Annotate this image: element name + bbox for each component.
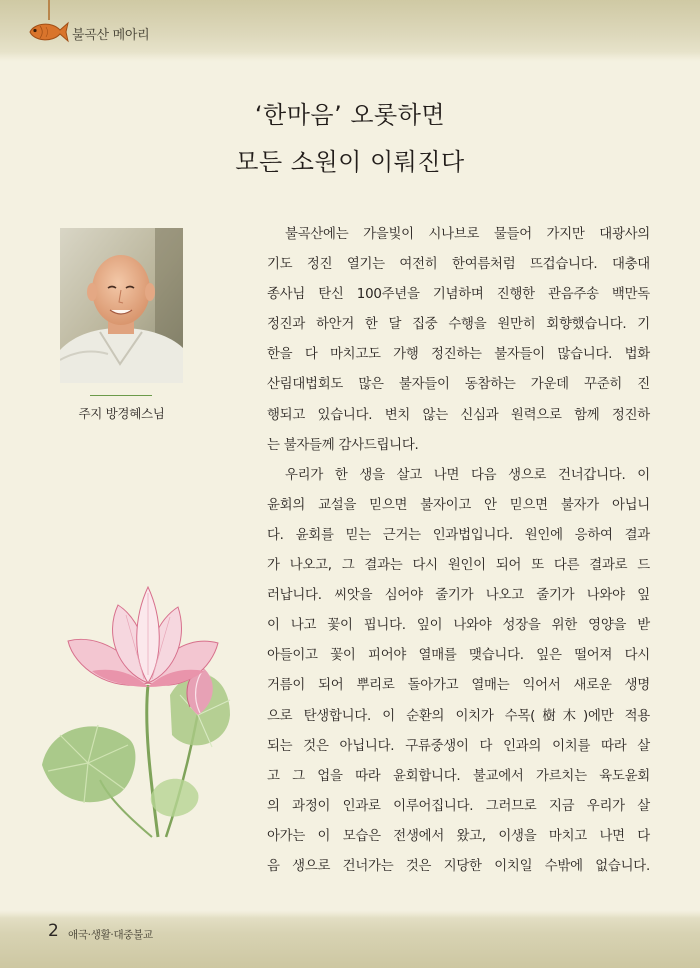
footer-label: 애국·생활·대중불교 [68,929,153,941]
fish-icon [26,18,70,46]
body-line: 산림대법회도 많은 불자들이 동참하는 가운데 꾸준히 진 [267,377,650,393]
body-line: 의 과정이 인과로 이루어집니다. 그러므로 지금 우리가 살 [267,798,650,814]
header-label: 불곡산 메아리 [72,28,150,43]
body-line: 우리가 한 생을 살고 나면 다음 생으로 건너갑니다. 이 [285,467,650,483]
hanging-cord [48,0,50,20]
body-line: 러납니다. 씨앗을 심어야 줄기가 나오고 줄기가 나와야 잎 [267,588,650,604]
body-line: 아가는 이 모습은 전생에서 왔고, 이생을 마치고 나면 다 [267,828,650,844]
body-line: 행되고 있습니다. 변치 않는 신심과 원력으로 함께 정진하 [267,407,650,423]
portrait-photo [60,228,183,383]
lotus-illustration [40,575,240,840]
body-text [267,220,650,882]
title-line-1: ‘한마음’ 오롯하면 [254,101,446,129]
caption-divider [90,395,152,396]
body-line: 윤회의 교설을 믿으면 불자이고 안 믿으면 불자가 아닙니 [267,497,650,513]
body-line: 종사님 탄신 100주년을 기념하며 진행한 관음주송 백만독 [267,287,650,303]
photo-caption: 주지 방경혜스님 [78,406,165,421]
body-line: 되는 것은 아닙니다. 구류중생이 다 인과의 이치를 따라 살 [267,738,650,754]
body-line: 고 그 업을 따라 윤회합니다. 불교에서 가르치는 육도윤회 [267,768,650,784]
body-line: 거름이 되어 뿌리로 돌아가고 열매는 익어서 새로운 생명 [267,678,650,694]
body-line: 가 나오고, 그 결과는 다시 원인이 되어 또 다른 결과로 드 [267,558,650,574]
body-line: 음 생으로 건너가는 것은 지당한 이치일 수밖에 없습니다. [267,858,650,874]
body-line: 아들이고 꽃이 피어야 열매를 맺습니다. 잎은 떨어져 다시 [267,648,650,664]
body-line: 이 나고 꽃이 핍니다. 잎이 나와야 성장을 위한 영양을 받 [267,618,650,634]
body-line: 한을 다 마치고도 가행 정진하는 불자들이 많습니다. 법화 [267,347,650,363]
body-line: 는 불자들께 감사드립니다. [267,437,419,453]
body-line: 으로 탄생합니다. 이 순환의 이치가 수목(樹木)에만 적용 [267,708,650,724]
page-number: 2 [48,921,59,941]
body-line: 불곡산에는 가을빛이 시나브로 물들어 가지만 대광사의 [285,227,650,242]
body-line: 기도 정진 열기는 여전히 한여름처럼 뜨겁습니다. 대충대 [267,257,650,273]
title-line-2: 모든 소원이 이뤄진다 [235,148,465,176]
body-line: 다. 윤회를 믿는 근거는 인과법입니다. 원인에 응하여 결과 [267,527,650,543]
body-line: 정진과 하안거 한 달 집중 수행을 원만히 회향했습니다. 기 [267,317,650,333]
